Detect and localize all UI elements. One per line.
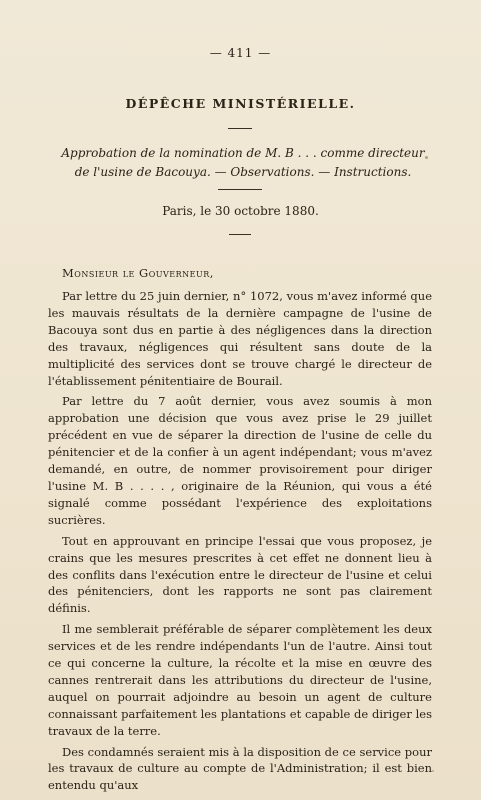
salutation: Monsieur le Gouverneur, [62,266,214,280]
letter-body [48,288,432,798]
place-date: Paris, le 30 octobre 1880. [162,204,319,218]
paper-speck [432,770,434,772]
paragraph: Par lettre du 25 juin dernier, n° 1072, vous m'avez informé que les mauvais résultats de la dernière campagne de l'usine de Bacouya sont dus en partie à des négligences dans la direction des travaux, négligences qui résultent sans doute de la multiplicité des services dont se trouve chargé le directeur de l'établissement pénitentiaire de Bourail. [48,289,432,388]
paragraph: Il me semblerait préférable de séparer complètement les deux services et de les rendre indépendants l'un de l'autre. Ainsi tout ce qui concerne la culture, la récolte et la mise en œuvre des cannes rentrerait dans les attributions du directeur de l'usine, auquel on pourrait adjoindre au besoin un agent de culture connaissant parfaitement les plantations et capable de diriger les travaux de la terre. [48,622,432,738]
page-number: — 411 — [209,46,272,60]
document-title: DÉPÊCHE MINISTÉRIELLE. [125,96,356,111]
paragraph: Tout en approuvant en principe l'essai que vous proposez, je crains que les mesures prescrites à cet effet ne donnent lieu à des conflits dans l'exécution entre le directeur de l'usine et celui des pénitenciers, dont les rapports ne sont pas clairement définis. [48,533,432,616]
date-divider [229,234,251,235]
title-divider [228,128,252,129]
paragraph: Des condamnés seraient mis à la disposition de ce service pour les travaux de culture au compte de l'Administration; il est bien entendu qu'aux [48,744,432,793]
document-subtitle: Approbation de la nomination de M. B . . . comme directeur de l'usine de Bacouya. — Observations. — Instructions. [61,146,425,179]
paper-speck [425,156,428,159]
paragraph: Par lettre du 7 août dernier, vous avez soumis à mon approbation une décision que vous avez prise le 29 juillet précédent en vue de séparer la direction de l'usine de celle du pénitencier et de la confier à un agent indépendant; vous m'avez demandé, en outre, de nommer provisoirement pour diriger l'usine M. B . . . . , originaire de la Réunion, qui vous a été signalé comme possédant l'expérience des exploitations sucrières. [48,394,432,527]
subtitle-divider [218,189,262,190]
